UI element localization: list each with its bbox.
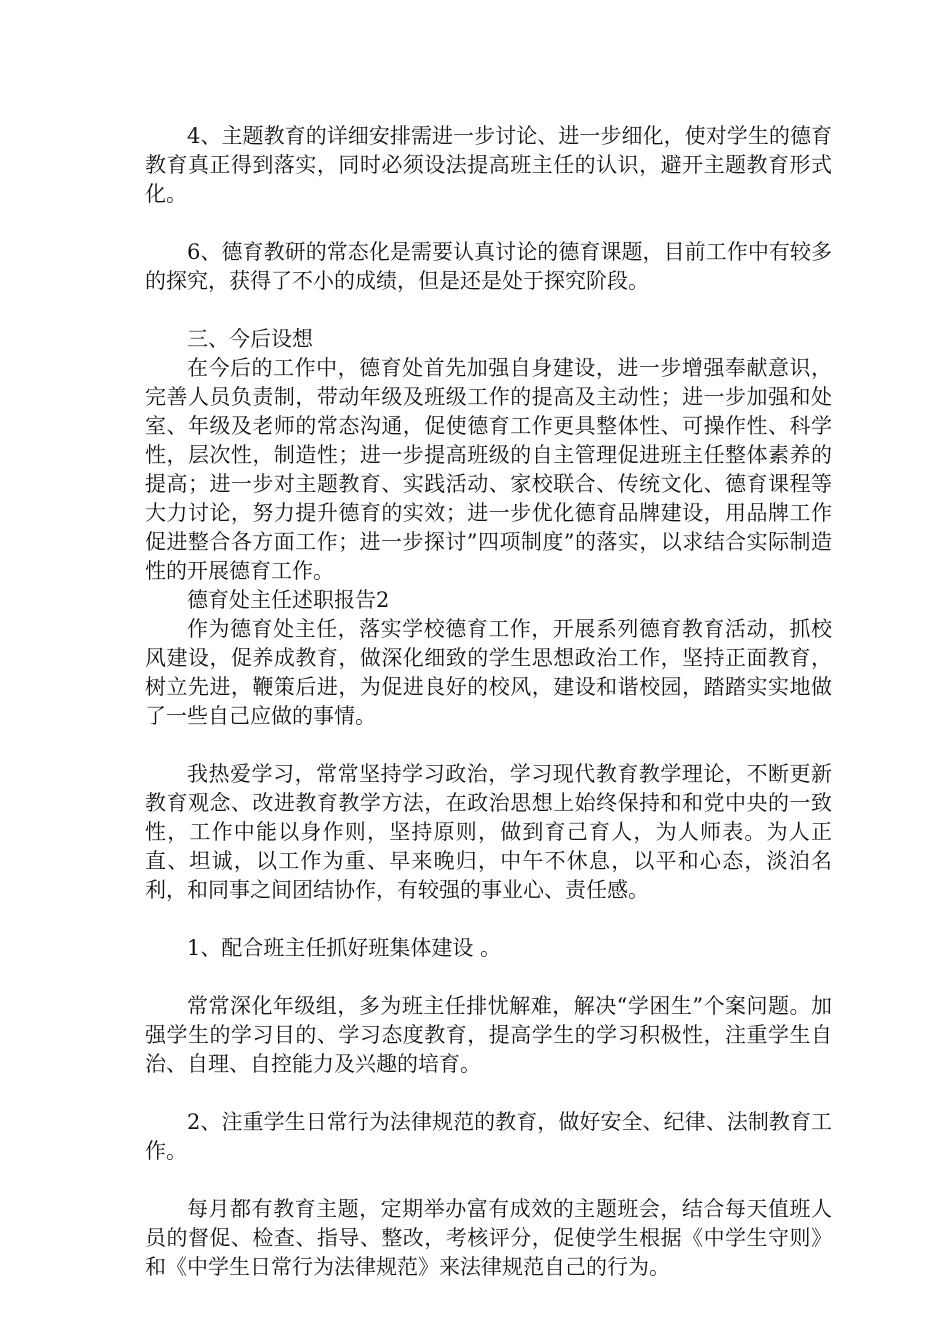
paragraph-learning: 我热爱学习，常常坚持学习政治，学习现代教育教学理论，不断更新教育观念、改进教育教学方法，在政治思想上始终保持和和党中央的一致性，工作中能以身作则，坚持原则，做到育己育人，为人师表。为人正直、坦诚，以工作为重、早来晚归，中午不休息，以平和心态，淡泊名利，和同事之间团结协作，有较强的事业心、责任感。	[145, 762, 832, 902]
report-title: 德育处主任述职报告2	[187, 588, 390, 612]
paragraph-item-1-body: 常常深化年级组，多为班主任排忧解难，解决“学困生”个案问题。加强学生的学习目的、学习态度教育，提高学生的学习积极性，注重学生自治、自理、自控能力及兴趣的培育。	[145, 994, 832, 1076]
paragraph-item-2-heading: 2、注重学生日常行为法律规范的教育，做好安全、纪律、法制教育工作。	[145, 1110, 832, 1163]
paragraph-item-1-heading: 1、配合班主任抓好班集体建设 。	[187, 936, 502, 960]
paragraph-item-2-body: 每月都有教育主题，定期举办富有成效的主题班会，结合每天值班人员的督促、检查、指导、整改，考核评分，促使学生根据《中学生守则》和《中学生日常行为法律规范》来法律规范自己的行为。	[145, 1197, 832, 1279]
paragraph-intro: 作为德育处主任，落实学校德育工作，开展系列德育教育活动，抓校风建设，促养成教育，做深化细致的学生思想政治工作，坚持正面教育，树立先进，鞭策后进，为促进良好的校风，建设和谐校园，踏踏实实地做了一些自己应做的事情。	[145, 617, 832, 728]
paragraph-item-6: 6、德育教研的常态化是需要认真讨论的德育课题，目前工作中有较多的探究，获得了不小的成绩，但是还是处于探究阶段。	[145, 240, 832, 293]
paragraph-future-plans: 在今后的工作中，德育处首先加强自身建设，进一步增强奉献意识，完善人员负责制，带动年级及班级工作的提高及主动性；进一步加强和处室、年级及老师的常态沟通，促使德育工作更具整体性、可操作性、科学性，层次性，制造性；进一步提高班级的自主管理促进班主任整体素养的提高；进一步对主题教育、实践活动、家校联合、传统文化、德育课程等大力讨论，努力提升德育的实效；进一步优化德育品牌建设，用品牌工作促进整合各方面工作；进一步探讨”四项制度”的落实，以求结合实际制造性的开展德育工作。	[145, 356, 832, 583]
section-heading-future-plans: 三、今后设想	[187, 327, 313, 351]
paragraph-item-4: 4、主题教育的详细安排需进一步讨论、进一步细化，使对学生的德育教育真正得到落实，同时必须设法提高班主任的认识，避开主题教育形式化。	[145, 124, 832, 206]
